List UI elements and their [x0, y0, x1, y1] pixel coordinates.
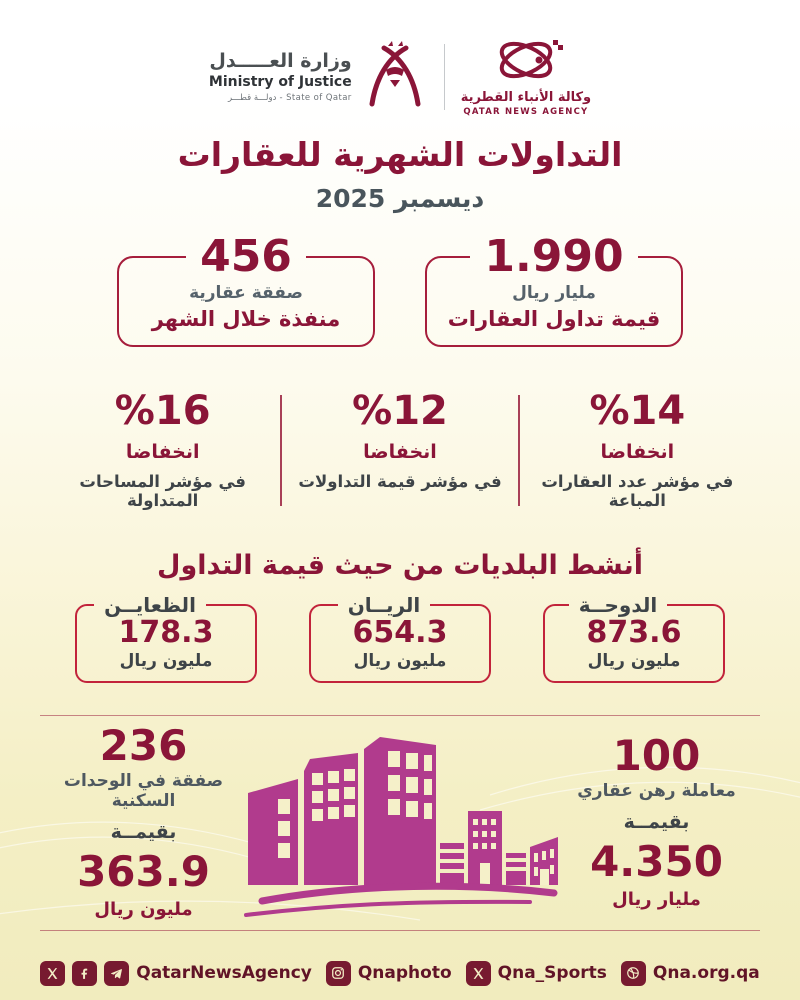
- header: [0, 0, 800, 117]
- percent-value: %14: [589, 388, 686, 434]
- municipality-name: الريــان: [347, 593, 421, 617]
- qna-english-name: QATAR NEWS AGENCY: [463, 107, 589, 117]
- moj-english-name: Ministry of Justice: [208, 74, 352, 90]
- municipality-value: 654.3: [352, 615, 448, 650]
- bottom-stats-band: [0, 715, 800, 931]
- percent-divider: [518, 395, 520, 506]
- deals-count-number: 456: [200, 231, 292, 282]
- municipality-unit: مليون ريال: [587, 650, 681, 671]
- residential-unit: مليون ريال: [94, 899, 193, 920]
- residential-count: 236: [99, 721, 188, 770]
- mortgage-stat: [565, 731, 748, 910]
- municipality-value: 873.6: [586, 615, 682, 650]
- footer-social-bar: [0, 946, 800, 1000]
- percent-label: في مؤشر المساحات المتداولة: [79, 472, 246, 510]
- municipality-unit: مليون ريال: [353, 650, 447, 671]
- instagram-icon[interactable]: [326, 961, 351, 986]
- x-twitter-icon[interactable]: [40, 961, 65, 986]
- qna-arabic-name: وكالة الأنباء القطرية: [460, 90, 592, 105]
- footer-sports-handle[interactable]: [466, 961, 607, 986]
- percent-value: %16: [114, 388, 211, 434]
- footer-photo-handle-text[interactable]: Qnaphoto: [357, 963, 452, 983]
- trading-value-number: 1.990: [484, 231, 624, 282]
- footer-qna-handle-text[interactable]: QatarNewsAgency: [136, 963, 312, 983]
- month-subtitle: ديسمبر 2025: [315, 184, 485, 213]
- municipality-alrayyan: [309, 593, 491, 683]
- percent-word: انخفاضا: [363, 441, 437, 463]
- mortgage-count: 100: [612, 731, 701, 780]
- footer-qna-handles[interactable]: [40, 961, 312, 986]
- page-title: التداولات الشهرية للعقارات: [177, 135, 623, 174]
- facebook-icon[interactable]: [72, 961, 97, 986]
- telegram-icon[interactable]: [104, 961, 129, 986]
- footer-photo-handle[interactable]: [326, 961, 452, 986]
- trading-value-box: [425, 231, 683, 347]
- ministry-of-justice-logo: [209, 40, 428, 114]
- trading-value-label: قيمة تداول العقارات: [447, 307, 661, 331]
- deals-count-box: [117, 231, 375, 347]
- municipality-value: 178.3: [118, 615, 214, 650]
- percent-trading-value: [282, 388, 517, 510]
- percent-label: في مؤشر قيمة التداولات: [298, 472, 502, 491]
- qatar-news-agency-logo: [461, 36, 591, 117]
- residential-prefix: بقيمــة: [110, 821, 177, 843]
- municipalities-section-title: أنشط البلديات من حيث قيمة التداول: [157, 550, 643, 581]
- moj-arabic-name: وزارة العـــــدل: [209, 50, 352, 72]
- municipality-name: الدوحــة: [578, 593, 658, 617]
- municipality-doha: [543, 593, 725, 683]
- footer-website[interactable]: [621, 961, 760, 986]
- percent-value: %12: [352, 388, 448, 434]
- trading-value-unit: مليار ريال: [512, 283, 596, 303]
- municipality-name: الظعايــن: [104, 593, 196, 617]
- logo-divider: [444, 44, 445, 110]
- deals-count-unit: صفقة عقارية: [189, 283, 303, 303]
- percent-divider: [280, 395, 282, 506]
- ministry-of-justice-text: [209, 50, 352, 103]
- municipality-aldaayen: [75, 593, 257, 683]
- x-twitter-icon[interactable]: [466, 961, 491, 986]
- moj-state-line: State of Qatar - دولـــة قطـــر: [227, 93, 352, 103]
- qna-swirl-icon: [487, 36, 565, 88]
- deals-count-label: منفذة خلال الشهر: [151, 307, 341, 331]
- municipality-unit: مليون ريال: [119, 650, 213, 671]
- municipalities-row: [0, 593, 800, 683]
- footer-website-text[interactable]: Qna.org.qa: [652, 963, 760, 983]
- top-stats-row: [0, 231, 800, 347]
- percent-stats-row: [45, 388, 755, 510]
- city-buildings-illustration: [235, 715, 565, 931]
- percent-word: انخفاضا: [600, 441, 675, 463]
- globe-icon[interactable]: [621, 961, 646, 986]
- residential-amount: 363.9: [77, 847, 210, 896]
- percent-traded-areas: [45, 388, 280, 510]
- mortgage-unit: مليار ريال: [612, 889, 701, 910]
- mortgage-amount: 4.350: [590, 837, 723, 886]
- footer-sports-handle-text[interactable]: Qna_Sports: [497, 963, 607, 983]
- qatar-emblem-icon: [362, 40, 428, 114]
- percent-word: انخفاضا: [125, 441, 200, 463]
- percent-properties-sold: [520, 388, 755, 510]
- mortgage-prefix: بقيمــة: [623, 811, 690, 833]
- percent-label: في مؤشر عدد العقارات المباعة: [541, 472, 734, 510]
- mortgage-label: معاملة رهن عقاري: [577, 781, 736, 801]
- residential-stat: [52, 721, 235, 920]
- residential-label: صفقة في الوحدات السكنية: [63, 771, 224, 811]
